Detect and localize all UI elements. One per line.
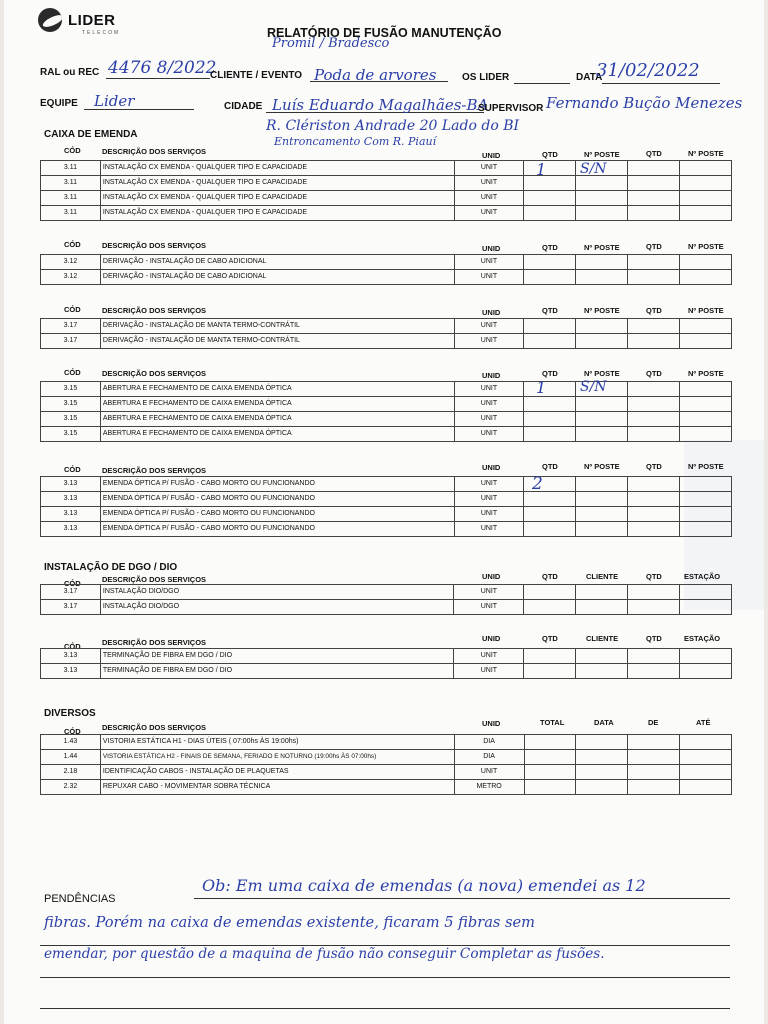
cell-desc: VISTORIA ESTÁTICA H2 - FINAIS DE SEMANA, FERIADO E NOTURNO (19:00hs ÀS 07:00hs) [100, 750, 454, 765]
equipe-label: EQUIPE [40, 98, 78, 109]
cell-estacao[interactable] [680, 649, 732, 664]
cell-poste2[interactable] [680, 334, 732, 349]
table-row [41, 191, 732, 206]
cell-poste2[interactable] [680, 507, 732, 522]
title-note: Promil / Bradesco [272, 36, 390, 51]
cell-unid: UNIT [454, 765, 524, 780]
table-instalacao-dio [40, 584, 732, 615]
col-poste: Nº POSTE [584, 462, 620, 471]
table-row [41, 319, 732, 334]
cell-qtd2[interactable] [628, 664, 680, 679]
report-page [4, 0, 764, 1024]
col-unid: UNID [482, 463, 501, 472]
b1-poste-value: S/N [580, 161, 607, 177]
col-unid: UNID [482, 371, 501, 380]
cell-unid: UNIT [454, 206, 524, 221]
cell-cliente[interactable] [576, 649, 628, 664]
col-desc: DESCRIÇÃO DOS SERVIÇOS [102, 723, 207, 732]
cell-poste[interactable] [576, 507, 628, 522]
data-label: DATA [576, 72, 603, 83]
cell-desc: ABERTURA E FECHAMENTO DE CAIXA EMENDA ÓPTICA [100, 382, 454, 397]
cell-unid: DIA [454, 735, 524, 750]
address-line-1: R. Clériston Andrade 20 Lado do BI [266, 118, 520, 134]
col-cliente: CLIENTE [586, 572, 619, 581]
cell-code: 2.18 [41, 765, 101, 780]
cell-desc: INSTALAÇÃO CX EMENDA - QUALQUER TIPO E CAPACIDADE [100, 206, 454, 221]
cell-estacao[interactable] [680, 585, 732, 600]
table-row [41, 750, 732, 765]
table-row [41, 176, 732, 191]
cell-code: 3.15 [41, 382, 101, 397]
cell-unid: UNIT [454, 161, 524, 176]
table-row [41, 735, 732, 750]
cell-qtd[interactable] [524, 206, 576, 221]
cell-desc: IDENTIFICAÇÃO CABOS - INSTALAÇÃO DE PLAQUETAS [100, 765, 454, 780]
cell-ate[interactable] [680, 735, 732, 750]
cell-qtd2[interactable] [628, 412, 680, 427]
col-cod: CÓD [64, 305, 81, 314]
cell-qtd2[interactable] [628, 334, 680, 349]
cell-poste[interactable] [576, 255, 628, 270]
cell-code: 3.13 [41, 492, 101, 507]
cell-code: 3.15 [41, 427, 101, 442]
cell-data[interactable] [576, 750, 628, 765]
col-qtd: QTD [542, 243, 558, 252]
cell-poste2[interactable] [680, 397, 732, 412]
cell-data[interactable] [576, 780, 628, 795]
cell-ate[interactable] [680, 750, 732, 765]
table-row [41, 334, 732, 349]
cell-poste2[interactable] [680, 270, 732, 285]
col-poste-2: Nº POSTE [688, 369, 724, 378]
pendencias-label: PENDÊNCIAS [44, 893, 116, 905]
cell-desc: INSTALAÇÃO DIO/DGO [100, 585, 454, 600]
table-row [41, 780, 732, 795]
logo-sub: TELECOM [82, 30, 121, 36]
cell-qtd2[interactable] [628, 522, 680, 537]
cell-unid: UNIT [454, 412, 524, 427]
table-row [41, 412, 732, 427]
pendencias-text-2[interactable]: fibras. Porém na caixa de emendas existente, ficaram 5 fibras sem [44, 914, 536, 931]
cell-code: 2.32 [41, 780, 101, 795]
cell-desc: INSTALAÇÃO CX EMENDA - QUALQUER TIPO E CAPACIDADE [100, 176, 454, 191]
cell-unid: UNIT [454, 255, 524, 270]
table-row [41, 492, 732, 507]
table-emenda-optica [40, 476, 732, 537]
cell-ate[interactable] [680, 765, 732, 780]
cell-desc: ABERTURA E FECHAMENTO DE CAIXA EMENDA ÓPTICA [100, 412, 454, 427]
cell-qtd[interactable] [524, 427, 576, 442]
cell-poste2[interactable] [680, 522, 732, 537]
pendencias-text-3[interactable]: emendar, por questão de a maquina de fusão não conseguir Completar as fusões. [44, 946, 605, 962]
cliente-field[interactable]: Poda de arvores [314, 66, 437, 84]
cell-cliente[interactable] [576, 600, 628, 615]
cell-code: 3.13 [41, 649, 101, 664]
ral-label: RAL ou REC [40, 67, 100, 78]
equipe-field[interactable]: Lider [94, 92, 135, 110]
cell-poste2[interactable] [680, 492, 732, 507]
col-cod: CÓD [64, 465, 81, 474]
cell-qtd2[interactable] [628, 492, 680, 507]
col-cod: CÓD [64, 642, 81, 651]
cell-poste[interactable] [576, 334, 628, 349]
col-de: DE [648, 718, 659, 727]
cell-poste2[interactable] [680, 206, 732, 221]
table-row [41, 206, 732, 221]
col-desc: DESCRIÇÃO DOS SERVIÇOS [102, 575, 207, 584]
col-desc: DESCRIÇÃO DOS SERVIÇOS [102, 147, 207, 156]
cell-qtd[interactable] [524, 649, 576, 664]
cell-unid: METRO [454, 780, 524, 795]
cell-unid: UNIT [454, 334, 524, 349]
supervisor-field[interactable]: Fernando Bução Menezes [546, 94, 743, 112]
table-row [41, 585, 732, 600]
cell-code: 1.43 [41, 735, 101, 750]
cell-poste2[interactable] [680, 255, 732, 270]
cell-desc: DERIVAÇÃO - INSTALAÇÃO DE CABO ADICIONAL [100, 255, 454, 270]
cell-desc: VISTORIA ESTÁTICA H1 - DIAS ÚTEIS ( 07:00hs ÀS 19:00hs) [100, 735, 454, 750]
cell-desc: ABERTURA E FECHAMENTO DE CAIXA EMENDA ÓPTICA [100, 397, 454, 412]
cell-data[interactable] [576, 735, 628, 750]
cell-desc: TERMINAÇÃO DE FIBRA EM DGO / DIO [100, 649, 454, 664]
table-row [41, 664, 732, 679]
table-manta [40, 318, 732, 349]
cell-unid: UNIT [454, 397, 524, 412]
cell-code: 3.11 [41, 191, 101, 206]
cell-unid: UNIT [454, 664, 524, 679]
cell-qtd2[interactable] [628, 270, 680, 285]
b1-qtd-value: 1 [536, 160, 547, 179]
cell-poste[interactable] [576, 319, 628, 334]
cell-data[interactable] [576, 765, 628, 780]
table-row [41, 649, 732, 664]
cell-qtd[interactable] [524, 176, 576, 191]
cell-code: 3.13 [41, 507, 101, 522]
cell-qtd2[interactable] [628, 507, 680, 522]
cell-qtd2[interactable] [628, 477, 680, 492]
cell-estacao[interactable] [680, 600, 732, 615]
cell-desc: DERIVAÇÃO - INSTALAÇÃO DE MANTA TERMO-CONTRÁTIL [100, 319, 454, 334]
cell-poste[interactable] [576, 206, 628, 221]
b4-poste-value: S/N [580, 379, 607, 395]
cell-code: 3.17 [41, 319, 101, 334]
col-desc: DESCRIÇÃO DOS SERVIÇOS [102, 638, 207, 647]
col-unid: UNID [482, 719, 501, 728]
cell-qtd2[interactable] [628, 191, 680, 206]
col-qtd: QTD [542, 369, 558, 378]
cell-de[interactable] [628, 750, 680, 765]
col-unid: UNID [482, 244, 501, 253]
cell-qtd2[interactable] [628, 427, 680, 442]
col-qtd: QTD [542, 150, 558, 159]
col-cod: CÓD [64, 727, 81, 736]
cell-code: 3.11 [41, 206, 101, 221]
col-qtd-2: QTD [646, 242, 662, 251]
cell-poste2[interactable] [680, 176, 732, 191]
cell-qtd[interactable] [524, 522, 576, 537]
cell-poste[interactable] [576, 397, 628, 412]
data-line [602, 83, 720, 84]
cell-desc: EMENDA ÓPTICA P/ FUSÃO - CABO MORTO OU FUNCIONANDO [100, 522, 454, 537]
cell-desc: EMENDA ÓPTICA P/ FUSÃO - CABO MORTO OU FUNCIONANDO [100, 507, 454, 522]
col-qtd-2: QTD [646, 634, 662, 643]
cell-qtd2[interactable] [628, 585, 680, 600]
table-row [41, 522, 732, 537]
b5-qtd-value: 2 [532, 474, 543, 494]
pendencias-rule-3 [40, 977, 730, 978]
cell-poste[interactable] [576, 492, 628, 507]
cell-poste2[interactable] [680, 477, 732, 492]
col-unid: UNID [482, 151, 501, 160]
cell-qtd2[interactable] [628, 176, 680, 191]
cell-unid: UNIT [454, 492, 524, 507]
table-row [41, 255, 732, 270]
col-poste-2: Nº POSTE [688, 149, 724, 158]
col-cod: CÓD [64, 240, 81, 249]
col-cod: CÓD [64, 368, 81, 377]
cell-qtd[interactable] [524, 191, 576, 206]
cell-cliente[interactable] [576, 664, 628, 679]
cell-total[interactable] [524, 735, 576, 750]
section-caixa-emenda: CAIXA DE EMENDA [44, 129, 138, 140]
cell-code: 3.13 [41, 477, 101, 492]
cell-de[interactable] [628, 765, 680, 780]
col-total: TOTAL [540, 718, 565, 727]
cell-unid: UNIT [454, 507, 524, 522]
table-row [41, 270, 732, 285]
cell-unid: UNIT [454, 382, 524, 397]
cell-code: 3.13 [41, 522, 101, 537]
cell-estacao[interactable] [680, 664, 732, 679]
col-poste: Nº POSTE [584, 243, 620, 252]
cell-poste2[interactable] [680, 191, 732, 206]
cell-qtd[interactable] [524, 161, 576, 176]
cell-unid: UNIT [454, 522, 524, 537]
cell-code: 3.11 [41, 161, 101, 176]
cell-qtd2[interactable] [628, 255, 680, 270]
cell-cliente[interactable] [576, 585, 628, 600]
report-title: RELATÓRIO DE FUSÃO MANUTENÇÃO [267, 26, 502, 40]
table-row [41, 427, 732, 442]
col-qtd-2: QTD [646, 572, 662, 581]
col-poste: Nº POSTE [584, 369, 620, 378]
cidade-field[interactable]: Luís Eduardo Magalhães-BA [272, 96, 489, 114]
table-caixa-instalacao [40, 160, 732, 221]
col-estacao: ESTAÇÃO [684, 572, 721, 581]
cell-qtd[interactable] [524, 382, 576, 397]
section-diversos: DIVERSOS [44, 708, 96, 719]
supervisor-label: SUPERVISOR [478, 103, 544, 114]
cell-code: 3.15 [41, 412, 101, 427]
cell-qtd2[interactable] [628, 161, 680, 176]
cell-unid: UNIT [454, 191, 524, 206]
cell-qtd2[interactable] [628, 397, 680, 412]
col-poste-2: Nº POSTE [688, 306, 724, 315]
pendencias-rule-4 [40, 1008, 730, 1009]
col-cliente: CLIENTE [586, 634, 619, 643]
cell-poste[interactable] [576, 191, 628, 206]
cell-qtd[interactable] [524, 270, 576, 285]
col-unid: UNID [482, 572, 501, 581]
col-estacao: ESTAÇÃO [684, 634, 721, 643]
cell-code: 3.12 [41, 270, 101, 285]
cell-desc: INSTALAÇÃO DIO/DGO [100, 600, 454, 615]
cell-desc: TERMINAÇÃO DE FIBRA EM DGO / DIO [100, 664, 454, 679]
col-cod: CÓD [64, 579, 81, 588]
cell-desc: EMENDA ÓPTICA P/ FUSÃO - CABO MORTO OU FUNCIONANDO [100, 492, 454, 507]
cell-code: 3.12 [41, 255, 101, 270]
cell-poste2[interactable] [680, 382, 732, 397]
ral-field[interactable]: 4476 8/2022 [108, 58, 217, 78]
col-qtd: QTD [542, 572, 558, 581]
cell-qtd2[interactable] [628, 649, 680, 664]
table-derivacao-cabo [40, 254, 732, 285]
os-label: OS LIDER [462, 72, 510, 83]
cell-total[interactable] [524, 750, 576, 765]
cell-poste[interactable] [576, 477, 628, 492]
cell-poste[interactable] [576, 270, 628, 285]
lider-logo [38, 8, 148, 40]
table-terminacao-fibra [40, 648, 732, 679]
col-poste-2: Nº POSTE [688, 242, 724, 251]
col-desc: DESCRIÇÃO DOS SERVIÇOS [102, 466, 207, 475]
cell-poste2[interactable] [680, 161, 732, 176]
cell-qtd[interactable] [524, 600, 576, 615]
address-line-2: Entroncamento Com R. Piauí [274, 135, 437, 148]
cell-qtd[interactable] [524, 664, 576, 679]
cell-desc: INSTALAÇÃO CX EMENDA - QUALQUER TIPO E CAPACIDADE [100, 191, 454, 206]
cell-qtd[interactable] [524, 255, 576, 270]
cell-poste[interactable] [576, 412, 628, 427]
cell-poste[interactable] [576, 522, 628, 537]
cell-qtd[interactable] [524, 507, 576, 522]
cell-desc: DERIVAÇÃO - INSTALAÇÃO DE CABO ADICIONAL [100, 270, 454, 285]
cell-code: 3.13 [41, 664, 101, 679]
cell-de[interactable] [628, 735, 680, 750]
table-diversos [40, 734, 732, 795]
col-qtd-2: QTD [646, 369, 662, 378]
cell-desc: REPUXAR CABO - MOVIMENTAR SOBRA TÉCNICA [100, 780, 454, 795]
cell-unid: UNIT [454, 319, 524, 334]
section-dgo-dio: INSTALAÇÃO DE DGO / DIO [44, 562, 178, 573]
cidade-label: CIDADE [224, 101, 263, 112]
col-desc: DESCRIÇÃO DOS SERVIÇOS [102, 241, 207, 250]
col-qtd: QTD [542, 306, 558, 315]
cell-unid: UNIT [454, 176, 524, 191]
cell-poste2[interactable] [680, 319, 732, 334]
cell-code: 3.17 [41, 585, 101, 600]
cell-desc: ABERTURA E FECHAMENTO DE CAIXA EMENDA ÓPTICA [100, 427, 454, 442]
col-unid: UNID [482, 308, 501, 317]
col-qtd-2: QTD [646, 149, 662, 158]
cell-qtd2[interactable] [628, 319, 680, 334]
cell-unid: DIA [454, 750, 524, 765]
cell-code: 1.44 [41, 750, 101, 765]
cell-poste[interactable] [576, 427, 628, 442]
data-field[interactable]: 31/02/2022 [596, 60, 700, 81]
table-row [41, 600, 732, 615]
cell-qtd2[interactable] [628, 206, 680, 221]
cell-qtd2[interactable] [628, 382, 680, 397]
cell-unid: UNIT [454, 427, 524, 442]
pendencias-text-1[interactable]: Ob: Em uma caixa de emendas (a nova) emendei as 12 [202, 876, 646, 895]
col-qtd: QTD [542, 634, 558, 643]
col-unid: UNID [482, 634, 501, 643]
cell-qtd[interactable] [524, 334, 576, 349]
col-cod: CÓD [64, 146, 81, 155]
cell-desc: INSTALAÇÃO CX EMENDA - QUALQUER TIPO E CAPACIDADE [100, 161, 454, 176]
logo-brand: LIDER [68, 12, 116, 29]
cell-ate[interactable] [680, 780, 732, 795]
cell-code: 3.17 [41, 334, 101, 349]
cell-code: 3.11 [41, 176, 101, 191]
table-row [41, 382, 732, 397]
table-row [41, 507, 732, 522]
cell-unid: UNIT [454, 270, 524, 285]
cell-unid: UNIT [454, 585, 524, 600]
col-poste-2: Nº POSTE [688, 462, 724, 471]
os-field[interactable] [514, 83, 570, 84]
cell-qtd[interactable] [524, 397, 576, 412]
col-poste: Nº POSTE [584, 306, 620, 315]
ral-line [106, 78, 210, 79]
cell-qtd2[interactable] [628, 600, 680, 615]
cell-desc: DERIVAÇÃO - INSTALAÇÃO DE MANTA TERMO-CONTRÁTIL [100, 334, 454, 349]
cell-desc: EMENDA ÓPTICA P/ FUSÃO - CABO MORTO OU FUNCIONANDO [100, 477, 454, 492]
cell-qtd[interactable] [524, 412, 576, 427]
cliente-label: CLIENTE / EVENTO [210, 70, 303, 81]
cell-qtd[interactable] [524, 585, 576, 600]
cell-poste[interactable] [576, 176, 628, 191]
table-row [41, 765, 732, 780]
col-ate: ATÉ [696, 718, 711, 727]
cell-code: 3.15 [41, 397, 101, 412]
globe-icon [38, 8, 62, 32]
col-qtd-2: QTD [646, 462, 662, 471]
cell-code: 3.17 [41, 600, 101, 615]
cell-de[interactable] [628, 780, 680, 795]
col-qtd: QTD [542, 462, 558, 471]
table-row [41, 397, 732, 412]
cell-poste2[interactable] [680, 412, 732, 427]
cell-total[interactable] [524, 765, 576, 780]
pendencias-rule-1 [194, 898, 730, 899]
col-desc: DESCRIÇÃO DOS SERVIÇOS [102, 306, 207, 315]
cell-total[interactable] [524, 780, 576, 795]
cell-unid: UNIT [454, 649, 524, 664]
table-abertura-fechamento [40, 381, 732, 442]
col-qtd-2: QTD [646, 306, 662, 315]
b4-qtd-value: 1 [536, 378, 547, 397]
table-row [41, 161, 732, 176]
col-poste: Nº POSTE [584, 150, 620, 159]
cell-unid: UNIT [454, 600, 524, 615]
col-desc: DESCRIÇÃO DOS SERVIÇOS [102, 369, 207, 378]
table-row [41, 477, 732, 492]
cell-qtd[interactable] [524, 319, 576, 334]
cell-unid: UNIT [454, 477, 524, 492]
col-data: DATA [594, 718, 614, 727]
